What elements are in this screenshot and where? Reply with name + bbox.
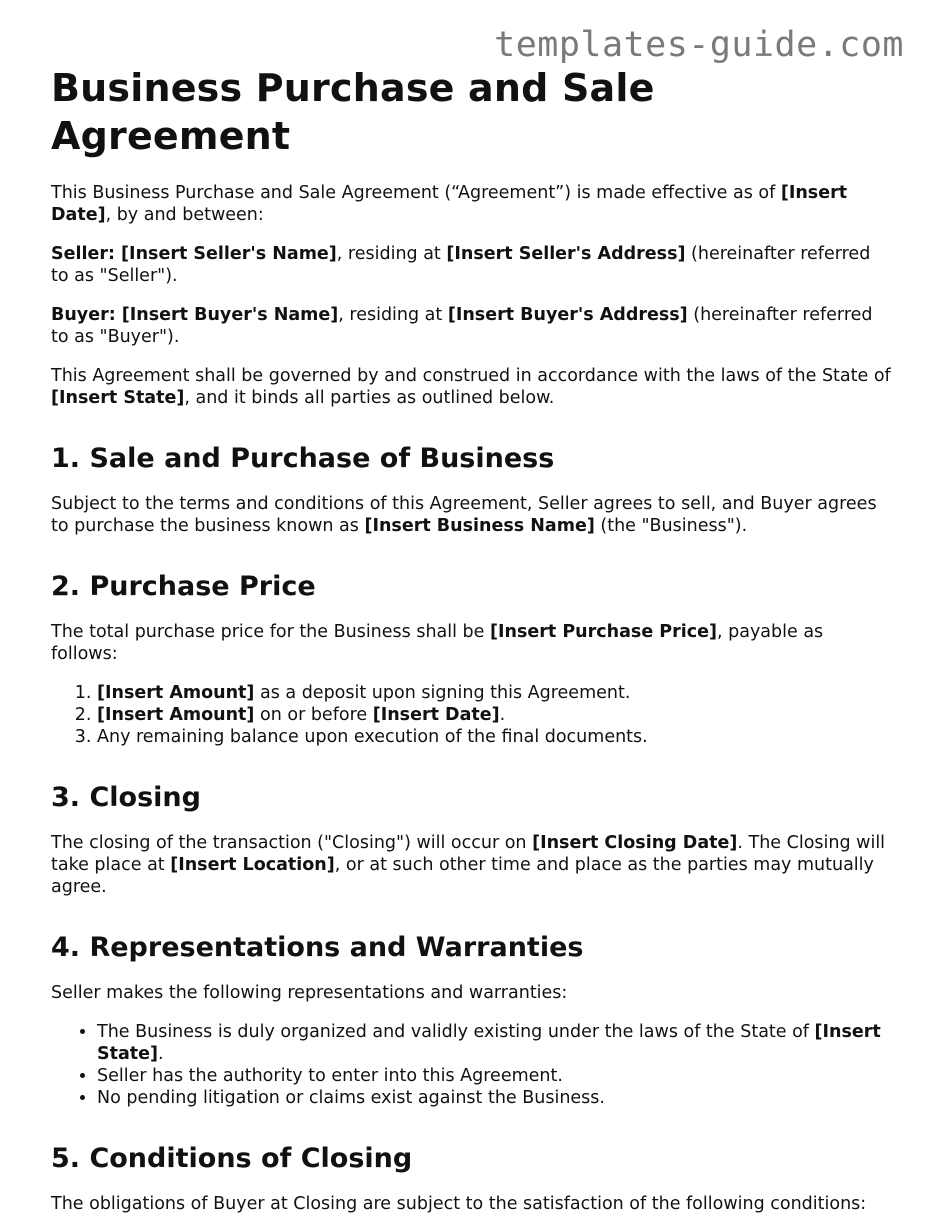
warranties-list (51, 1021, 891, 1109)
section-1-paragraph: Subject to the terms and conditions of this Agreement, Seller agrees to sell, and Buyer agrees to purchase the business known as [Insert Business Name] (the "Business"). (51, 494, 877, 536)
list-item: 2. [Insert Amount] on or before [Insert Date]. (97, 704, 891, 726)
section-2-heading: 2. Purchase Price (51, 571, 316, 602)
governing-law-paragraph: This Agreement shall be governed by and construed in accordance with the laws of the State of [Insert State], and it binds all parties as outlined below. (51, 366, 891, 408)
watermark: templates-guide.com (494, 25, 904, 65)
list-item: 3. Any remaining balance upon execution of the final documents. (97, 726, 891, 748)
section-3-heading: 3. Closing (51, 782, 201, 813)
seller-paragraph: Seller: [Insert Seller's Name], residing at [Insert Seller's Address] (hereinafter referred to as "Seller"). (51, 244, 871, 286)
section-2-paragraph: The total purchase price for the Business shall be [Insert Purchase Price], payable as follows: (51, 622, 824, 664)
intro-date: [Insert Date] (51, 183, 848, 225)
purchase-price: [Insert Purchase Price] (490, 622, 717, 642)
seller-name: Seller: [Insert Seller's Name] (51, 244, 337, 264)
section-1-heading: 1. Sale and Purchase of Business (51, 443, 555, 474)
list-item: • The Business is duly organized and validly existing under the laws of the State of [Insert State]. (97, 1021, 891, 1065)
closing-date: [Insert Closing Date] (532, 833, 738, 853)
document-title: Business Purchase and Sale Agreement (51, 66, 655, 158)
section-4-paragraph: Seller makes the following representations and warranties: (51, 983, 568, 1003)
buyer-paragraph: Buyer: [Insert Buyer's Name], residing at [Insert Buyer's Address] (hereinafter referred to as "Buyer"). (51, 305, 873, 347)
section-3-paragraph: The closing of the transaction ("Closing") will occur on [Insert Closing Date]. The Closing will take place at [Insert Location], or at such other time and place as the parties may mutually agree. (51, 833, 886, 897)
governing-state: [Insert State] (51, 388, 185, 408)
seller-address: [Insert Seller's Address] (446, 244, 686, 264)
intro-paragraph: This Business Purchase and Sale Agreement (“Agreement”) is made effective as of [Insert Date], by and between: (51, 183, 848, 225)
list-item: • Seller has the authority to enter into this Agreement. (97, 1065, 891, 1087)
document (51, 64, 891, 1215)
list-item: • No pending litigation or claims exist against the Business. (97, 1087, 891, 1109)
business-name: [Insert Business Name] (364, 516, 595, 536)
section-5-heading: 5. Conditions of Closing (51, 1143, 413, 1174)
payment-list (51, 682, 891, 748)
section-5-paragraph: The obligations of Buyer at Closing are subject to the satisfaction of the following conditions: (51, 1194, 867, 1214)
section-4-heading: 4. Representations and Warranties (51, 932, 584, 963)
buyer-name: Buyer: [Insert Buyer's Name] (51, 305, 339, 325)
closing-location: [Insert Location] (170, 855, 335, 875)
buyer-address: [Insert Buyer's Address] (447, 305, 688, 325)
list-item: 1. [Insert Amount] as a deposit upon signing this Agreement. (97, 682, 891, 704)
